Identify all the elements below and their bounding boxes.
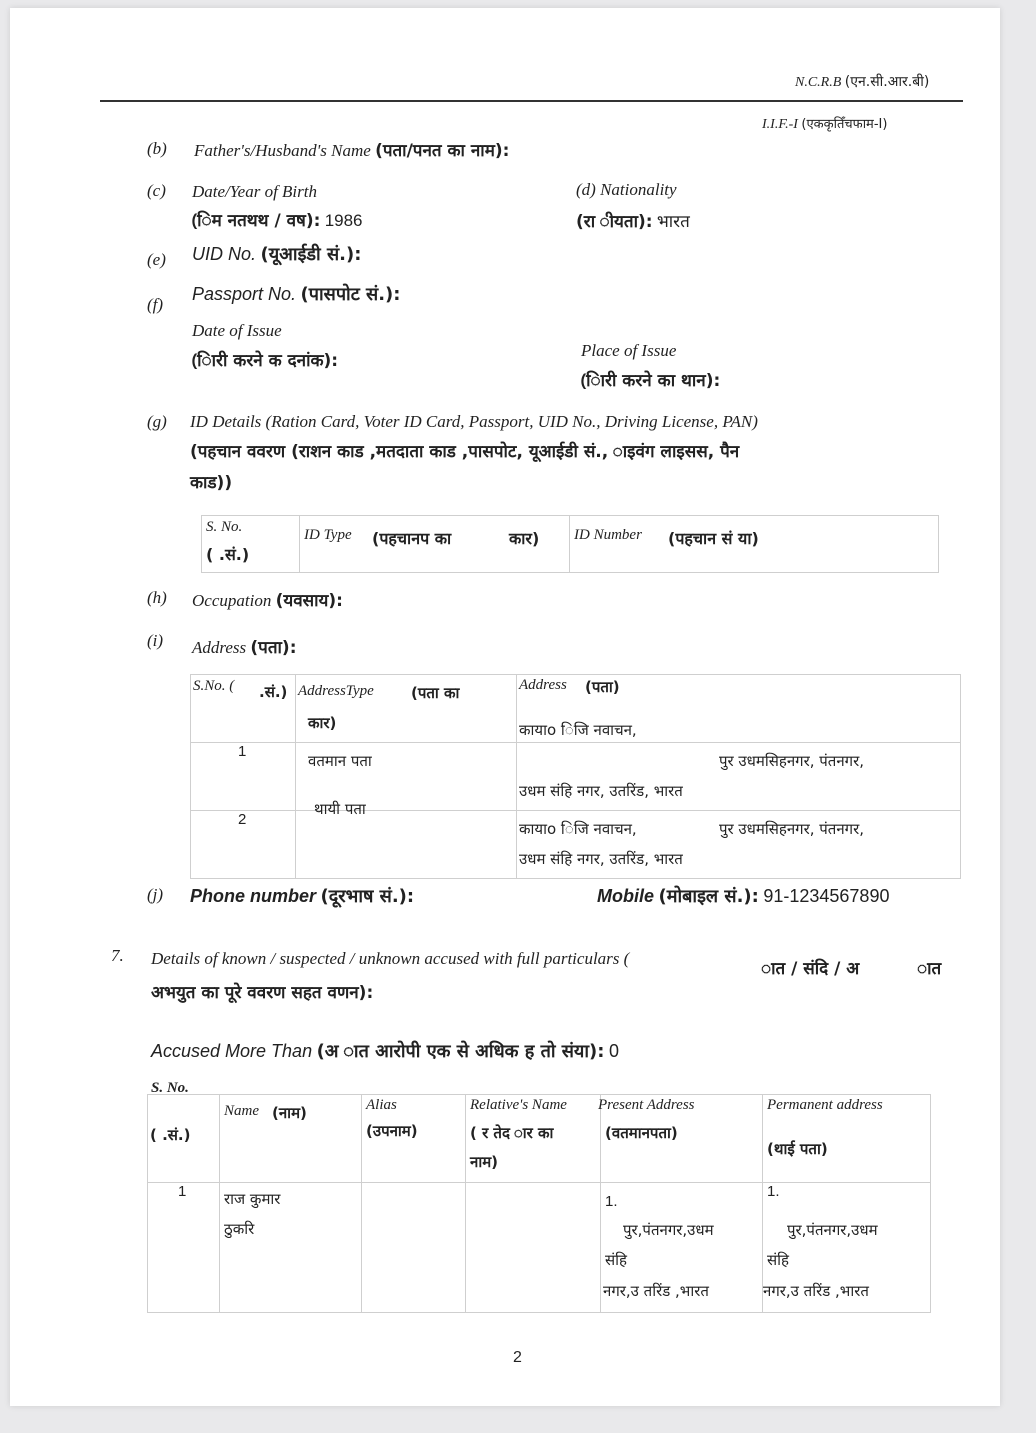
- accused-more-than-field: Accused More Than (अ ात आरोपी एक से अधिक ह तो संया): 0: [151, 1041, 619, 1062]
- page-number: 2: [513, 1349, 522, 1366]
- label-f: (f): [147, 295, 164, 314]
- id-table-header-sno: S. No. ( .सं.): [202, 516, 300, 573]
- label-b: (b): [147, 139, 167, 158]
- id-details-heading-en: ID Details (Ration Card, Voter ID Card, Passport, UID No., Driving License, PAN): [190, 412, 758, 431]
- mobile-field: Mobile (मोबाइल सं.): 91-1234567890: [597, 886, 890, 907]
- section-7-heading-en: Details of known / suspected / unknown accused with full particulars (: [151, 949, 630, 968]
- address-table-header-address: Address (पता) कायाo िजि नवाचन,: [517, 675, 961, 743]
- id-details-heading-hi: (पहचान ववरण (राशन काड ,मतदाता काड ,पासपोट, यूआईडी सं., ाइवंग लाइसस, पैन: [190, 442, 740, 462]
- accused-header-alias: Alias (उपनाम): [362, 1095, 466, 1183]
- section-7-heading-hi: अभयुत का पूरे ववरण सहत वणन):: [151, 983, 374, 1003]
- label-j: (j): [147, 885, 164, 904]
- passport-field: Passport No. (पासपोट सं.):: [192, 284, 401, 305]
- section-7-heading-hi-right: ात / संदि / अ: [761, 959, 860, 979]
- accused-row: 1 राज कुमार ठुकरि 1. पुर,पंतनगर,उधम संहि नगर,उ तरिंड ,भारत 1. पुर,पंतनगर,उधम संहि नगर,उ तरिंड ,भारत: [148, 1183, 931, 1313]
- address-field: Address (पता):: [192, 638, 297, 658]
- label-g: (g): [147, 412, 167, 431]
- nationality-label-en: (d) Nationality: [576, 180, 677, 199]
- address-table: [190, 674, 961, 879]
- accused-header-relative: Relative's Name ( र तेद ार का नाम): [466, 1095, 601, 1183]
- occupation-field: Occupation (यवसाय):: [192, 591, 343, 611]
- label-c: (c): [147, 181, 166, 200]
- dob-label-en: Date/Year of Birth: [192, 182, 317, 201]
- accused-table: [147, 1094, 931, 1313]
- accused-sno-label: S. No.: [151, 1080, 189, 1096]
- accused-header-name: Name (नाम): [220, 1095, 362, 1183]
- accused-header-permanent: Permanent address (थाई पता): [763, 1095, 931, 1183]
- accused-header-sno: ( .सं.): [148, 1095, 220, 1183]
- father-husband-name-field: Father's/Husband's Name (पता/पनत का नाम):: [194, 141, 510, 161]
- document-page: [10, 8, 1000, 1406]
- address-row: 2 थायी पता कायाo िजि नवाचन, पुर उधमसिहनगर, पंतनगर, उधम संहि नगर, उतरिंड, भारत: [191, 811, 961, 879]
- address-table-header-sno: S.No. ( .सं.): [191, 675, 296, 743]
- date-of-issue-label-en: Date of Issue: [192, 321, 282, 340]
- place-of-issue-label-en: Place of Issue: [581, 341, 677, 360]
- date-of-issue-label-hi: (िारी करने क दनांक):: [192, 351, 339, 371]
- header-rule: [100, 100, 963, 102]
- section-7-number: 7.: [111, 946, 124, 965]
- uid-field: UID No. (यूआईडी सं.):: [192, 244, 362, 265]
- id-table-header-type: ID Type (पहचानप का कार): [300, 516, 570, 573]
- nationality-field: (रा ीयता): भारत: [576, 212, 690, 232]
- dob-field: (िम नतथथ / वष): 1986: [192, 211, 363, 231]
- label-i: (i): [147, 631, 164, 650]
- place-of-issue-label-hi: (िारी करने का थान):: [581, 371, 721, 391]
- address-row: 1 वतमान पता पुर उधमसिहनगर, पंतनगर, उधम संहि नगर, उतरिंड, भारत: [191, 743, 961, 811]
- id-table-header-number: ID Number (पहचान सं या): [570, 516, 939, 573]
- accused-header-present: Present Address (वतमानपता): [601, 1095, 763, 1183]
- form-code: I.I.F.-I (एककृतिँचफाम-I): [762, 117, 888, 132]
- label-h: (h): [147, 588, 167, 607]
- id-details-heading-hi-2: काड)): [190, 473, 233, 493]
- address-table-header-type: AddressType (पता का कार): [296, 675, 517, 743]
- phone-field: Phone number (दूरभाष सं.):: [190, 886, 415, 907]
- section-7-heading-hi-right-2: ात: [917, 959, 942, 979]
- id-details-table: [201, 515, 939, 573]
- ncrb-label: N.C.R.B (एन.सी.आर.बी): [795, 74, 930, 90]
- label-e: (e): [147, 250, 166, 269]
